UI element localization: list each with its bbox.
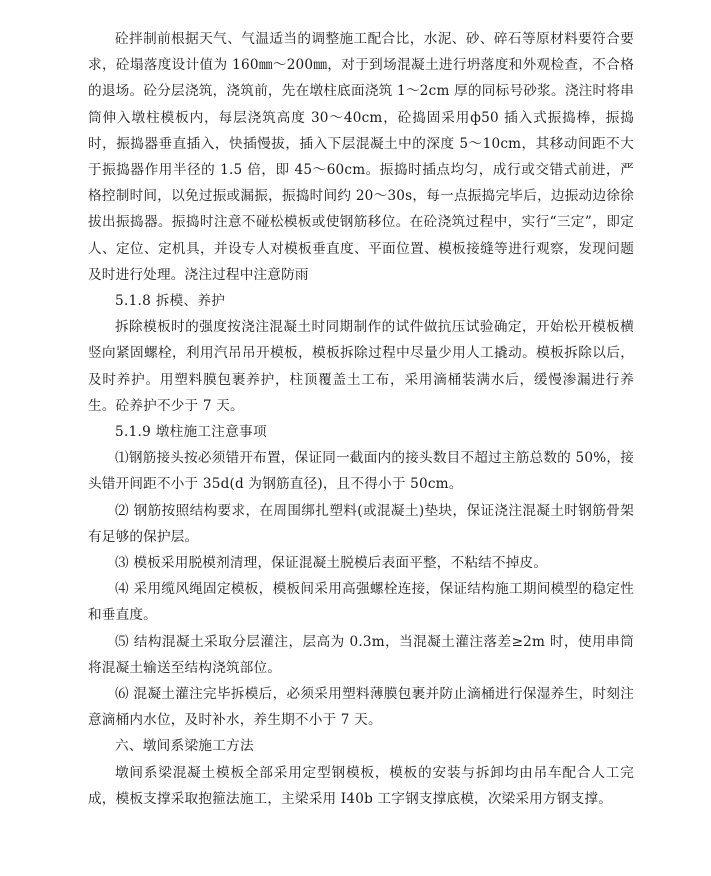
note-item-2: ⑵ 钢筋按照结构要求，在周围绑扎塑料(或混凝土)垫块，保证浇注混凝土时钢筋骨架有足够的保护层。 — [88, 502, 634, 545]
section-heading-form-removal: 5.1.8 拆模、养护 — [115, 293, 226, 310]
note-item-6: ⑹ 混凝土灌注完毕拆模后，必须采用塑料薄膜包裹并防止滴桶进行保湿养生，时刻注意滴桶内水位，及时补水，养生期不小于 7 天。 — [88, 686, 634, 729]
form-removal-paragraph: 拆除模板时的强度按浇注混凝土时同期制作的试件做抗压试验确定，开始松开模板横竖向紧固螺栓，利用汽吊吊开模板，模板拆除过程中尽量少用人工撬动。模板拆除以后，及时养护。用塑料膜包裹养护，柱顶覆盖土工布，采用滴桶装满水后，缓慢渗漏进行养生。砼养护不少于 7 天。 — [88, 319, 634, 414]
concrete-pouring-paragraph: 砼拌制前根据天气、气温适当的调整施工配合比，水泥、砂、碎石等原材料要符合要求，砼塌落度设计值为 160㎜～200㎜，对于到场混凝土进行坍落度和外观检查，不合格的退场。砼分层浇筑，浇筑前，先在墩柱底面浇筑 1～2cm 厚的同标号砂浆。浇注时将串筒伸入墩柱模板内，每层浇筑高度 30～40cm，砼捣固采用ф50 插入式振捣棒，振捣时，振捣器垂直插入，快插慢拔，插入下层混凝土中的深度 5～10cm，其移动间距不大于振捣器作用半径的 1.5 倍，即 45～60cm。振捣时插点均匀，成行或交错式前进，严格控制时间，以免过振或漏振，振捣时间约 20～30s，每一点振捣完毕后，边振动边徐徐拔出振捣器。振捣时注意不碰松模板或使钢筋移位。在砼浇筑过程中，实行“三定”，即定人、定位、定机具，并设专人对模板垂直度、平面位置、模板接缝等进行观察，发现问题及时进行处理。浇注过程中注意防雨 — [88, 31, 634, 283]
tie-beam-paragraph: 墩间系梁混凝土模板全部采用定型钢模板，模板的安装与拆卸均由吊车配合人工完成，模板支撑采取抱箍法施工，主梁采用 I40b 工字钢支撑底模，次梁采用方钢支撑。 — [88, 764, 634, 807]
note-item-3: ⑶ 模板采用脱模剂清理，保证混凝土脱模后表面平整，不粘结不掉皮。 — [115, 555, 548, 572]
note-item-5: ⑸ 结构混凝土采取分层灌注，层高为 0.3m，当混凝土灌注落差≥2m 时，使用串筒将混凝土输送至结构浇筑部位。 — [88, 633, 634, 676]
section-heading-tie-beam: 六、墩间系梁施工方法 — [115, 738, 254, 755]
note-item-1: ⑴钢筋接头按必须错开布置，保证同一截面内的接头数目不超过主筋总数的 50%，接头错开间距不小于 35d(d 为钢筋直径)，且不得小于 50cm。 — [88, 450, 634, 493]
section-heading-pier-notes: 5.1.9 墩柱施工注意事项 — [115, 424, 267, 441]
note-item-4: ⑷ 采用缆风绳固定模板，模板间采用高强螺栓连接，保证结构施工期间模型的稳定性和垂直度。 — [88, 581, 634, 624]
document-page — [88, 26, 634, 812]
